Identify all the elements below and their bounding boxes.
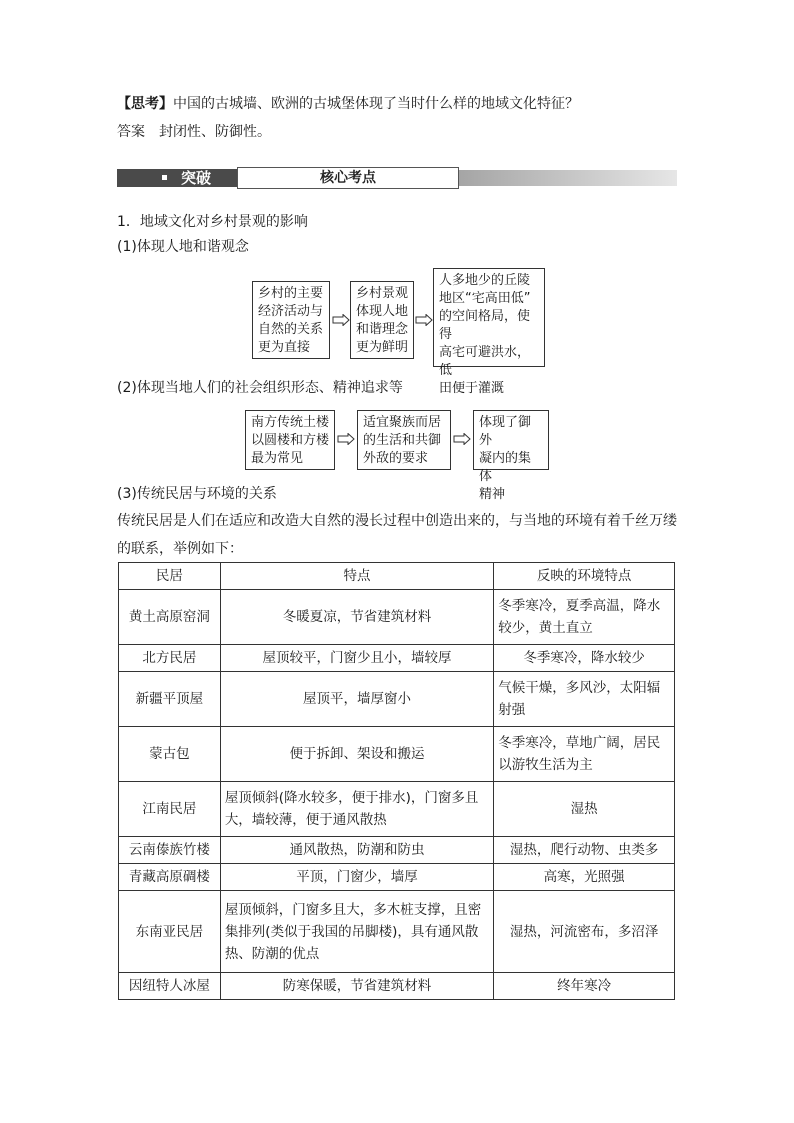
table-row — [119, 590, 675, 645]
table-header: 反映的环境特点 — [494, 563, 675, 590]
table-cell: 高寒，光照强 — [494, 864, 675, 891]
intro-line-2: 的联系，举例如下： — [117, 541, 243, 557]
table-cell: 云南傣族竹楼 — [119, 837, 221, 864]
table-cell: 湿热，河流密布，多沼泽 — [494, 891, 675, 973]
answer-text: 封闭性、防御性。 — [159, 124, 271, 140]
table-cell: 冬季寒冷，草地广阔，居民以游牧生活为主 — [494, 727, 675, 782]
subheading-1: (1)体现人地和谐观念 — [117, 239, 249, 255]
think-question-line — [117, 93, 579, 115]
table-cell: 湿热，爬行动物、虫类多 — [494, 837, 675, 864]
banner-dark-block — [117, 169, 237, 187]
table-cell: 湿热 — [494, 782, 675, 837]
table-cell: 屋顶倾斜，门窗多且大，多木桩支撑，且密集排列(类似于我国的吊脚楼)，具有通风散热、防潮的优点 — [220, 891, 493, 973]
table-cell: 因纽特人冰屋 — [119, 973, 221, 1000]
section-banner — [117, 167, 677, 189]
dwelling-table — [118, 562, 675, 1000]
square-bullet-icon — [162, 175, 167, 180]
table-row — [119, 973, 675, 1000]
table-row — [119, 891, 675, 973]
flow2-box-2: 适宜聚族而居 的生活和共御 外敌的要求 — [357, 410, 451, 470]
banner-title: 核心考点 — [237, 167, 459, 189]
flow2-box-3: 体现了御外 凝内的集体 精神 — [473, 410, 549, 470]
table-cell: 平顶，门窗少，墙厚 — [220, 864, 493, 891]
table-cell: 青藏高原碉楼 — [119, 864, 221, 891]
flow2-box-1: 南方传统土楼 以圆楼和方楼 最为常见 — [245, 410, 335, 470]
banner-label: 突破 — [181, 169, 212, 187]
double-arrow-icon — [453, 433, 471, 445]
table-row — [119, 672, 675, 727]
table-cell: 冬暖夏凉，节省建筑材料 — [220, 590, 493, 645]
flow1-box-3: 人多地少的丘陵 地区“宅高田低” 的空间格局，使得 高宅可避洪水，低 田便于灌溉 — [433, 268, 545, 367]
think-question: 中国的古城墙、欧洲的古城堡体现了当时什么样的地域文化特征？ — [173, 96, 579, 112]
table-cell: 屋顶倾斜(降水较多，便于排水)，门窗多且大，墙较薄，便于通风散热 — [220, 782, 493, 837]
table-cell: 冬季寒冷，夏季高温，降水较少，黄土直立 — [494, 590, 675, 645]
double-arrow-icon — [415, 314, 433, 326]
table-row — [119, 645, 675, 672]
table-header-row — [119, 563, 675, 590]
section-heading: 1．地域文化对乡村景观的影响 — [117, 214, 308, 230]
answer-label: 答案 — [117, 124, 145, 140]
table-cell: 终年寒冷 — [494, 973, 675, 1000]
table-cell: 屋顶较平，门窗少且小，墙较厚 — [220, 645, 493, 672]
table-cell: 江南民居 — [119, 782, 221, 837]
table-row — [119, 782, 675, 837]
intro-line-1: 传统民居是人们在适应和改造大自然的漫长过程中创造出来的，与当地的环境有着千丝万缕 — [117, 513, 677, 529]
table-cell: 冬季寒冷，降水较少 — [494, 645, 675, 672]
table-row — [119, 864, 675, 891]
table-header: 民居 — [119, 563, 221, 590]
table-cell: 蒙古包 — [119, 727, 221, 782]
table-cell: 防寒保暖，节省建筑材料 — [220, 973, 493, 1000]
table-cell: 气候干燥，多风沙，太阳辐射强 — [494, 672, 675, 727]
table-cell: 新疆平顶屋 — [119, 672, 221, 727]
table-header: 特点 — [220, 563, 493, 590]
table-cell: 通风散热，防潮和防虫 — [220, 837, 493, 864]
flow1-box-1: 乡村的主要 经济活动与 自然的关系 更为直接 — [252, 281, 330, 359]
table-cell: 便于拆卸、架设和搬运 — [220, 727, 493, 782]
double-arrow-icon — [332, 314, 350, 326]
table-row — [119, 727, 675, 782]
table-cell: 屋顶平，墙厚窗小 — [220, 672, 493, 727]
subheading-2: (2)体现当地人们的社会组织形态、精神追求等 — [117, 380, 403, 396]
subheading-3: (3)传统民居与环境的关系 — [117, 486, 277, 502]
table-cell: 黄土高原窑洞 — [119, 590, 221, 645]
think-tag: 【思考】 — [117, 96, 173, 112]
table-row — [119, 837, 675, 864]
table-cell: 北方民居 — [119, 645, 221, 672]
table-cell: 东南亚民居 — [119, 891, 221, 973]
think-answer-line — [117, 121, 271, 143]
flow1-box-2: 乡村景观 体现人地 和谐理念 更为鲜明 — [350, 281, 414, 359]
double-arrow-icon — [337, 433, 355, 445]
